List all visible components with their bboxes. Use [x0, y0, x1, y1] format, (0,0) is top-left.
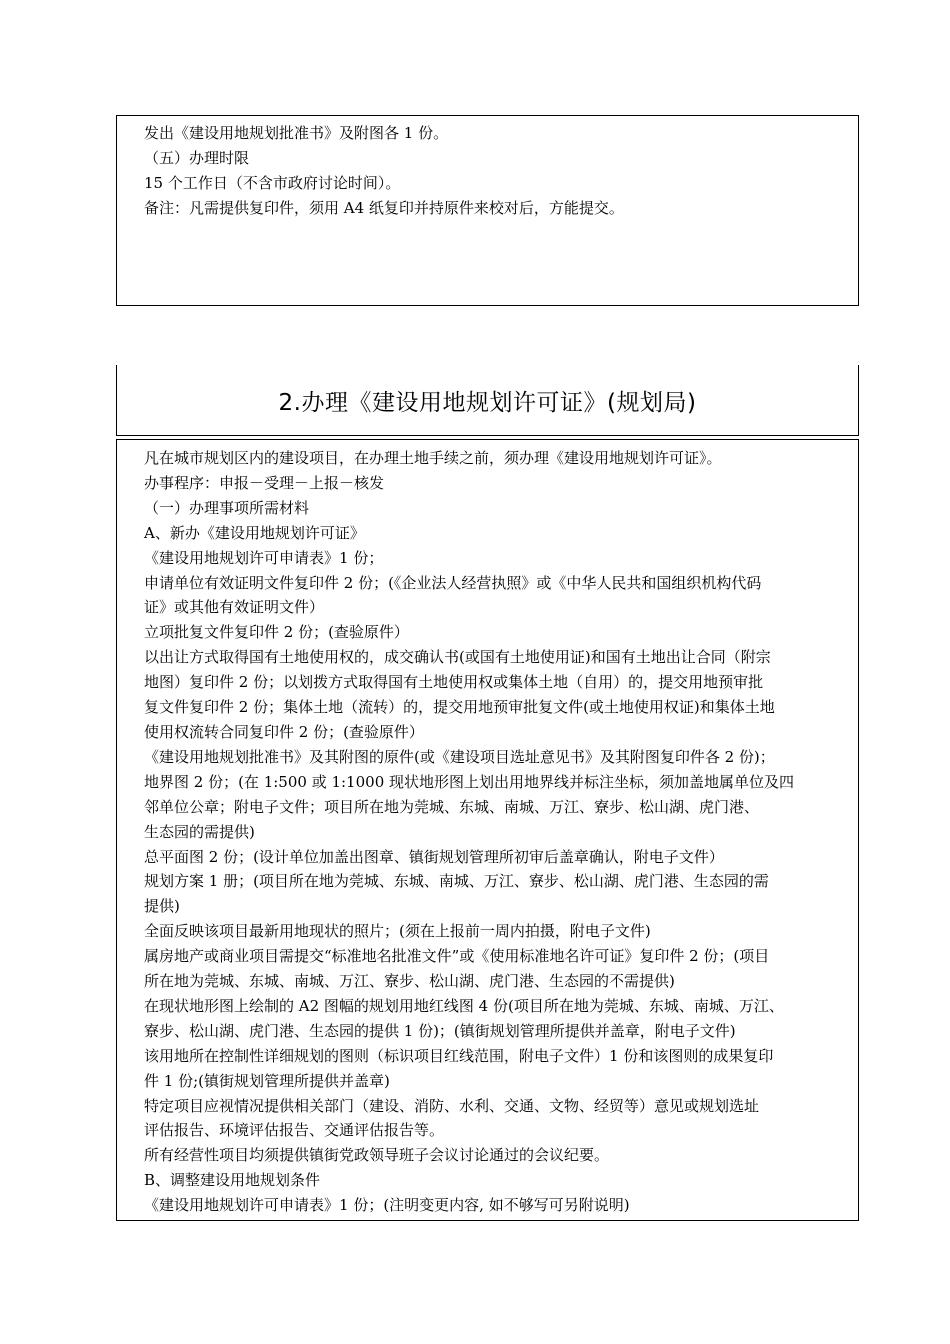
section2-line: 申请单位有效证明文件复印件 2 份；(《企业法人经营执照》或《中华人民共和国组织机构代码	[144, 573, 762, 592]
section1-line: 发出《建设用地规划批准书》及附图各 1 份。	[144, 124, 449, 142]
section2-line: 生态园的需提供)	[144, 822, 255, 841]
section2-line: 件 1 份;(镇街规划管理所提供并盖章)	[144, 1071, 390, 1090]
section1-content	[117, 116, 858, 221]
section2-line: 全面反映该项目最新用地现状的照片；(须在上报前一周内拍摄，附电子文件)	[144, 922, 651, 941]
section2-line: A、新办《建设用地规划许可证》	[144, 523, 365, 542]
section1-line: 备注：凡需提供复印件，须用 A4 纸复印并持原件来校对后，方能提交。	[144, 198, 624, 217]
section1-line: 15 个工作日（不含市政府讨论时间）。	[144, 173, 401, 192]
section2-line: 所在地为莞城、东城、南城、万江、寮步、松山湖、虎门港、生态园的不需提供)	[144, 972, 675, 991]
section2-line: 所有经营性项目均须提供镇街党政领导班子会议讨论通过的会议纪要。	[144, 1146, 610, 1165]
section2-line: 《建设用地规划许可申请表》1 份；	[144, 548, 384, 567]
section2-line: 在现状地形图上绘制的 A2 图幅的规划用地红线图 4 份(项目所在地为莞城、东城、南城、万江、	[144, 996, 784, 1015]
section2-line: 使用权流转合同复印件 2 份；(查验原件）	[144, 722, 424, 741]
section2-line: 属房地产或商业项目需提交“标准地名批准文件”或《使用标准地名许可证》复印件 2 份；(项目	[144, 947, 770, 966]
section2-title: 2.办理《建设用地规划许可证》(规划局)	[278, 389, 697, 416]
section2-line: 复文件复印件 2 份；集体土地（流转）的，提交用地预审批复文件(或土地使用权证)和集体土地	[144, 698, 775, 717]
section2-line: 地图）复印件 2 份；以划拨方式取得国有土地使用权或集体土地（自用）的，提交用地预审批	[144, 673, 764, 692]
section2-title-box	[116, 365, 859, 436]
section2-line: 凡在城市规划区内的建设项目，在办理土地手续之前，须办理《建设用地规划许可证》。	[144, 449, 722, 467]
section2-line: 特定项目应视情况提供相关部门（建设、消防、水利、交通、文物、经贸等）意见或规划选址	[144, 1096, 760, 1115]
section2-line: 总平面图 2 份；(设计单位加盖出图章、镇街规划管理所初审后盖章确认，附电子文件）	[144, 847, 724, 866]
section2-line: 《建设用地规划批准书》及其附图的原件(或《建设项目选址意见书》及其附图复印件各 2 份)；	[144, 747, 775, 766]
section2-line: 评估报告、环境评估报告、交通评估报告等。	[144, 1121, 445, 1140]
section2-line: 证》或其他有效证明文件）	[144, 598, 325, 617]
section2-line: 提供)	[144, 897, 180, 916]
section2-line: 以出让方式取得国有土地使用权的，成交确认书(或国有土地使用证)和国有土地出让合同（附宗	[144, 648, 771, 667]
section2-box	[116, 439, 859, 1221]
section2-line: B、调整建设用地规划条件	[144, 1171, 321, 1190]
section2-line: 地界图 2 份；(在 1:500 或 1:1000 现状地形图上划出用地界线并标注坐标，须加盖地属单位及四	[144, 772, 795, 791]
section2-line: 寮步、松山湖、虎门港、生态园的提供 1 份)；(镇街规划管理所提供并盖章，附电子文件)	[144, 1021, 736, 1040]
section2-content	[117, 440, 858, 1218]
section2-line: 《建设用地规划许可申请表》1 份；(注明变更内容, 如不够写可另附说明)	[144, 1196, 630, 1215]
section2-line: 该用地所在控制性详细规划的图则（标识项目红线范围，附电子文件）1 份和该图则的成果复印	[144, 1046, 774, 1065]
section1-box	[116, 115, 859, 306]
section2-line: 邻单位公章；附电子文件；项目所在地为莞城、东城、南城、万江、寮步、松山湖、虎门港、	[144, 797, 760, 816]
section2-line: 办事程序：申报－受理－上报－核发	[144, 473, 385, 492]
section1-line: （五）办理时限	[144, 148, 250, 167]
section2-line: （一）办理事项所需材料	[144, 498, 310, 517]
section2-line: 规划方案 1 册；(项目所在地为莞城、东城、南城、万江、寮步、松山湖、虎门港、生态园的需	[144, 872, 769, 891]
section2-line: 立项批复文件复印件 2 份；(查验原件）	[144, 623, 409, 642]
